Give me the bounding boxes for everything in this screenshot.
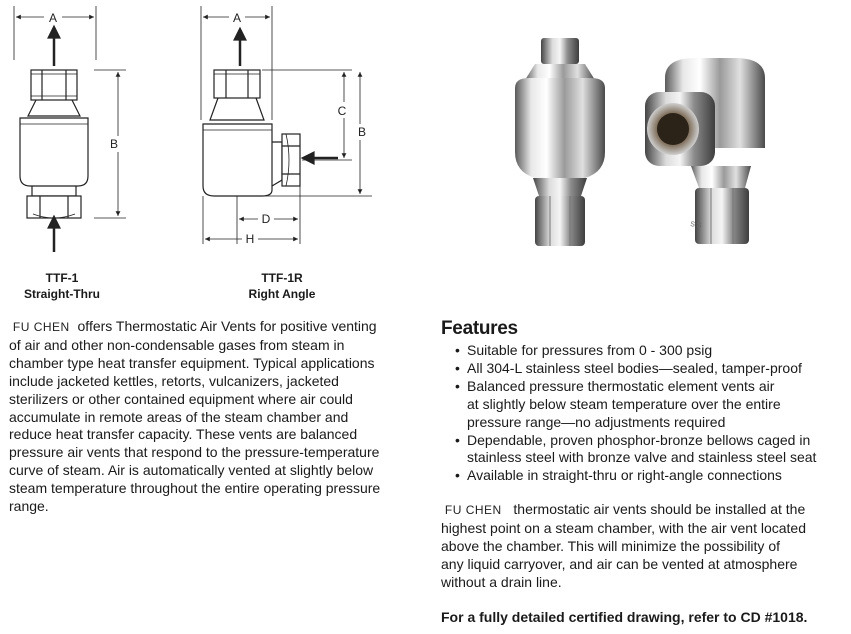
intro-paragraph bbox=[9, 318, 409, 516]
ttf1-type: Straight-Thru bbox=[24, 287, 100, 301]
feature-item: • Dependable, proven phosphor-bronze bellows caged in stainless steel with bronze valve and stainless steel seat bbox=[452, 432, 847, 468]
install-paragraph bbox=[441, 501, 846, 592]
feature-item: • Suitable for pressures from 0 - 300 psig bbox=[452, 342, 847, 360]
ttf1r-dim-b: B bbox=[357, 125, 367, 139]
intro-line-4: sterilizers or other contained equipment where air could bbox=[9, 390, 353, 407]
ttf1r-dim-c: C bbox=[337, 104, 347, 118]
feature-item: • Balanced pressure thermostatic element vents air at slightly below steam temperature over the entire pressure range—no adjustments required bbox=[452, 378, 847, 432]
ttf1r-caption bbox=[234, 270, 330, 302]
ttf1r-type: Right Angle bbox=[248, 287, 316, 301]
features-heading: Features bbox=[441, 318, 518, 339]
feature-item: • All 304-L stainless steel bodies—sealed, tamper-proof bbox=[452, 360, 847, 378]
ttf1-dim-a: A bbox=[48, 11, 58, 25]
intro-line-1: of air and other non-condensable gases from steam in bbox=[9, 336, 345, 353]
ttf1r-drawing bbox=[201, 6, 372, 244]
features-list bbox=[452, 342, 847, 485]
ttf1-drawing bbox=[14, 6, 126, 252]
intro-brand: FU CHEN bbox=[12, 320, 70, 334]
intro-line-7: pressure air vents that respond to the pressure-temperature bbox=[9, 444, 380, 461]
ttf1-model: TTF-1 bbox=[45, 271, 79, 285]
ttf1-caption bbox=[14, 270, 110, 302]
install-brand: FU CHEN bbox=[444, 503, 502, 517]
product-photo bbox=[495, 28, 825, 258]
install-line-3: any liquid carryover, and air can be vented at atmosphere bbox=[441, 555, 798, 572]
install-line-2: above the chamber. This will minimize the possibility of bbox=[441, 537, 781, 554]
ttf1-dim-b: B bbox=[109, 137, 119, 151]
ttf1r-dim-a: A bbox=[232, 11, 242, 25]
intro-line-5: accumulate in remote areas of the steam chamber and bbox=[9, 408, 349, 425]
straight-vent-photo bbox=[515, 38, 605, 246]
install-line-0: FU CHEN thermostatic air vents should be installed at the bbox=[444, 501, 806, 517]
install-line-1: highest point on a steam chamber, with the air vent located bbox=[441, 519, 806, 536]
ttf1r-model: TTF-1R bbox=[261, 271, 303, 285]
intro-line-0: FU CHEN offers Thermostatic Air Vents for positive venting bbox=[12, 318, 377, 334]
feature-item: • Available in straight-thru or right-angle connections bbox=[452, 467, 847, 485]
intro-line-8: curve of steam. Air is automatically vented at slightly below bbox=[9, 462, 374, 479]
install-line-4: without a drain line. bbox=[441, 573, 562, 590]
ttf1r-dim-h: H bbox=[245, 232, 255, 246]
intro-line-3: include jacketed kettles, retorts, vulcanizers, jacketed bbox=[9, 372, 339, 389]
photo-stamp: S S bbox=[689, 221, 702, 230]
intro-line-2: chamber type heat transfer equipment. Typical applications bbox=[9, 354, 375, 371]
angle-vent-photo bbox=[645, 58, 765, 244]
dimension-drawings bbox=[0, 0, 400, 260]
ttf1r-dim-d: D bbox=[261, 212, 271, 226]
certified-drawing-note: For a fully detailed certified drawing, refer to CD #1018. bbox=[441, 609, 808, 625]
intro-line-9: steam temperature throughout the entire operating pressure bbox=[9, 480, 381, 497]
intro-line-6: reduce heat transfer capacity. These vents are balanced bbox=[9, 426, 358, 443]
intro-line-10: range. bbox=[9, 498, 49, 515]
